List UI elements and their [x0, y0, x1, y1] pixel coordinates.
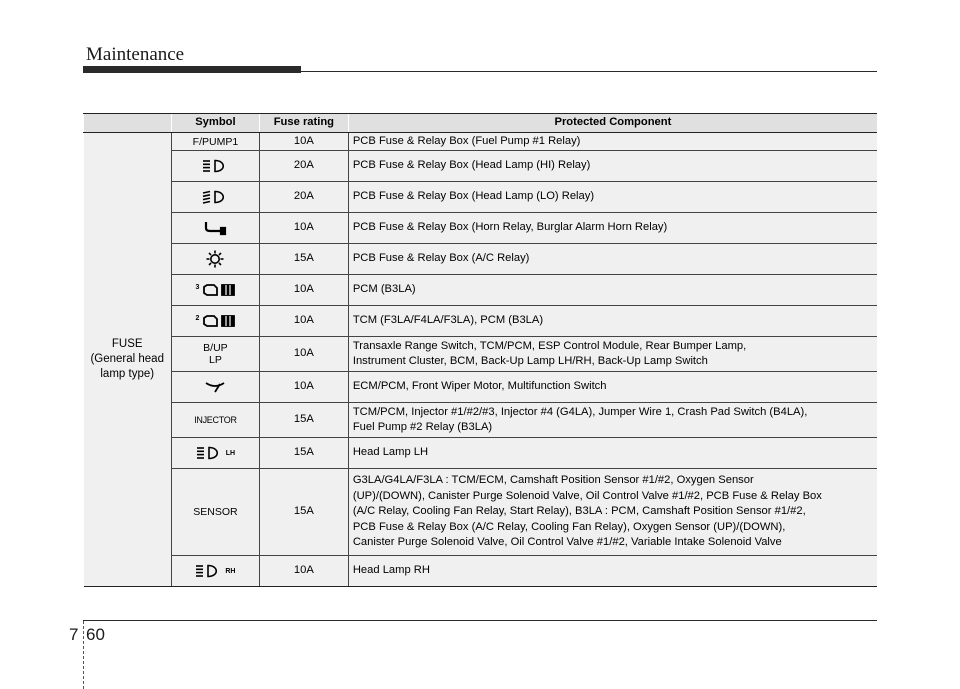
symbol-cell	[171, 213, 259, 244]
table-row	[84, 151, 878, 182]
table-row	[84, 469, 878, 556]
symbol-label: SENSOR	[193, 506, 238, 518]
footer-rule	[83, 620, 877, 621]
table-row	[84, 182, 878, 213]
header-accent-bar	[83, 66, 301, 73]
component-cell	[348, 306, 877, 337]
head-lamp-low-icon	[202, 191, 228, 203]
component-line: TCM/PCM, Injector #1/#2/#3, Injector #4 (G4LA), Jumper Wire 1, Crash Pad Switch (B4LA),	[352, 405, 808, 418]
symbol-label: INJECTOR	[194, 415, 237, 425]
symbol-cell	[171, 133, 259, 151]
rating-cell: 15A	[259, 438, 348, 469]
component-line: Transaxle Range Switch, TCM/PCM, ESP Control Module, Rear Bumper Lamp,	[352, 339, 747, 352]
component-cell	[348, 337, 877, 372]
table-row	[84, 244, 878, 275]
component-line: PCB Fuse & Relay Box (A/C Relay, Cooling Fan Relay), Oxygen Sensor (UP)/(DOWN),	[352, 520, 786, 533]
page-number: 60	[86, 625, 105, 644]
rating-cell: 10A	[259, 275, 348, 306]
table-row	[84, 213, 878, 244]
fuse-table	[83, 113, 877, 587]
rating-cell: 20A	[259, 151, 348, 182]
table-row	[84, 556, 878, 587]
component-line: PCB Fuse & Relay Box (A/C Relay)	[352, 252, 530, 265]
horn-icon	[203, 222, 227, 234]
component-line: PCB Fuse & Relay Box (Horn Relay, Burglar Alarm Horn Relay)	[352, 221, 668, 234]
header-fuse-rating: Fuse rating	[259, 114, 348, 133]
symbol-cell	[171, 438, 259, 469]
air-conditioner-icon	[206, 253, 224, 265]
component-line: (UP)/(DOWN), Canister Purge Solenoid Valve, Oil Control Valve #1/#2, PCB Fuse & Relay Box	[352, 489, 822, 502]
rating-cell: 20A	[259, 182, 348, 213]
component-cell	[348, 469, 877, 556]
wiper-icon	[204, 381, 226, 393]
table-row	[84, 337, 878, 372]
footer-divider	[83, 621, 84, 689]
component-cell	[348, 556, 877, 587]
symbol-label: 2	[195, 315, 200, 322]
page-section-title: Maintenance	[86, 44, 185, 65]
fuse-category-cell	[84, 133, 172, 587]
component-cell	[348, 244, 877, 275]
symbol-cell	[171, 182, 259, 213]
engine-transmission-icon	[202, 315, 236, 327]
header-protected-component: Protected Component	[348, 114, 877, 133]
symbol-cell	[171, 151, 259, 182]
table-row	[84, 403, 878, 438]
table-row	[84, 438, 878, 469]
category-line: lamp type)	[100, 368, 155, 380]
symbol-label: F/PUMP1	[192, 135, 239, 148]
component-line: PCB Fuse & Relay Box (Head Lamp (HI) Relay)	[352, 159, 591, 172]
engine-transmission-icon	[202, 284, 236, 296]
category-line: (General head	[90, 353, 164, 365]
table-row	[84, 133, 878, 151]
component-line: PCM (B3LA)	[352, 283, 416, 296]
rating-cell: 15A	[259, 403, 348, 438]
component-cell	[348, 372, 877, 403]
symbol-label: 3	[195, 284, 200, 291]
rating-cell: 10A	[259, 133, 348, 151]
table-header-row	[84, 114, 878, 133]
component-cell	[348, 438, 877, 469]
symbol-cell	[171, 469, 259, 556]
head-lamp-icon	[195, 564, 224, 576]
symbol-label: LH	[225, 450, 236, 458]
table-row	[84, 275, 878, 306]
symbol-cell	[171, 275, 259, 306]
rating-cell: 10A	[259, 372, 348, 403]
component-line: TCM (F3LA/F4LA/F3LA), PCM (B3LA)	[352, 314, 544, 327]
category-line: FUSE	[111, 338, 143, 350]
symbol-cell	[171, 306, 259, 337]
header-blank-cell	[84, 114, 172, 133]
component-cell	[348, 182, 877, 213]
head-lamp-high-icon	[202, 160, 228, 172]
component-line: ECM/PCM, Front Wiper Motor, Multifunction Switch	[352, 380, 607, 393]
component-cell	[348, 151, 877, 182]
component-line: Instrument Cluster, BCM, Back-Up Lamp LH/RH, Back-Up Lamp Switch	[352, 355, 708, 367]
table-row	[84, 372, 878, 403]
symbol-cell	[171, 337, 259, 372]
symbol-cell	[171, 556, 259, 587]
component-cell	[348, 275, 877, 306]
component-line: (A/C Relay, Cooling Fan Relay, Start Relay), B3LA : PCM, Camshaft Position Sensor #1/#2,	[352, 505, 806, 518]
header-rule	[301, 71, 877, 72]
header-symbol: Symbol	[171, 114, 259, 133]
component-cell	[348, 403, 877, 438]
component-line: Canister Purge Solenoid Valve, Oil Control Valve #1/#2, Variable Intake Solenoid Valve	[352, 536, 782, 549]
chapter-number: 7	[69, 625, 79, 644]
rating-cell: 15A	[259, 244, 348, 275]
symbol-label: RH	[225, 568, 236, 576]
symbol-cell	[171, 244, 259, 275]
symbol-cell	[171, 372, 259, 403]
component-line: PCB Fuse & Relay Box (Head Lamp (LO) Relay)	[352, 190, 595, 203]
rating-cell: 10A	[259, 556, 348, 587]
table-row	[84, 306, 878, 337]
rating-cell: 10A	[259, 213, 348, 244]
symbol-label: B/UP LP	[203, 342, 228, 366]
head-lamp-icon	[196, 446, 225, 458]
component-line: PCB Fuse & Relay Box (Fuel Pump #1 Relay)	[352, 134, 581, 147]
rating-cell: 10A	[259, 337, 348, 372]
component-line: G3LA/G4LA/F3LA : TCM/ECM, Camshaft Position Sensor #1/#2, Oxygen Sensor	[352, 474, 754, 487]
component-line: Fuel Pump #2 Relay (B3LA)	[352, 421, 493, 433]
rating-cell: 15A	[259, 469, 348, 556]
component-cell	[348, 133, 877, 151]
component-line: Head Lamp LH	[352, 446, 429, 459]
component-cell	[348, 213, 877, 244]
symbol-cell	[171, 403, 259, 438]
rating-cell: 10A	[259, 306, 348, 337]
component-line: Head Lamp RH	[352, 564, 430, 577]
